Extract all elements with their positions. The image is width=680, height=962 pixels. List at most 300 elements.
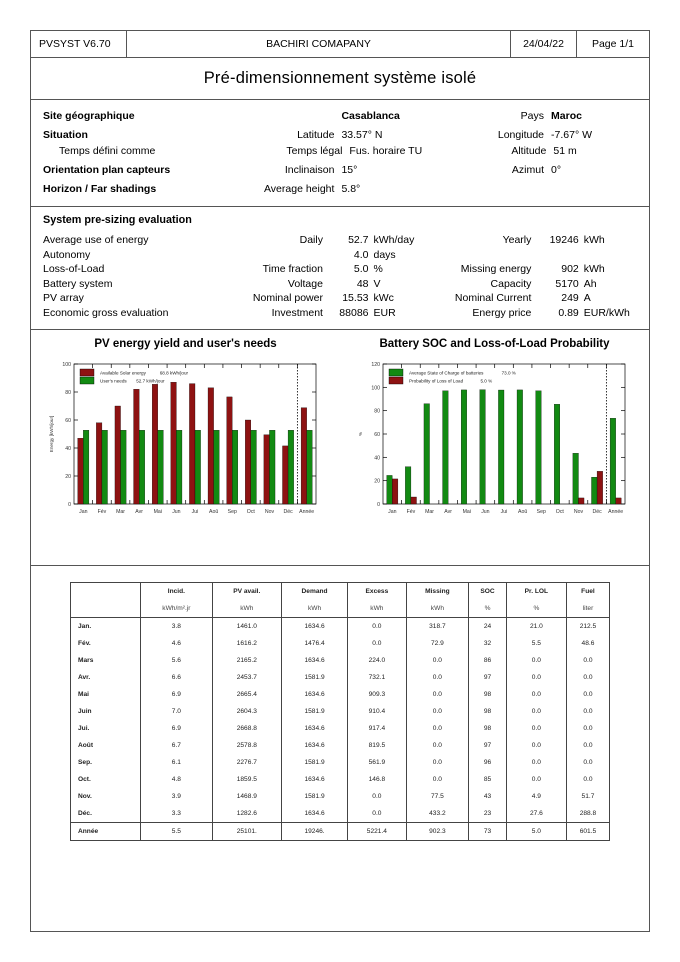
table-cell: 0.0: [348, 805, 406, 823]
table-cell: 0.0: [506, 652, 566, 669]
x-tick-label: Sep: [536, 509, 546, 515]
table-header-cell: Pr. LOL: [506, 583, 566, 601]
bar-user's-needs: [213, 430, 219, 504]
presizing-key-2: Missing energy: [460, 263, 532, 275]
x-tick-label: Jun: [480, 509, 490, 515]
table-cell: 0.0: [406, 652, 469, 669]
x-tick-label: Mar: [424, 509, 434, 515]
table-cell: 24: [469, 618, 507, 636]
table-unit-cell: [71, 600, 141, 618]
bar-available-solar-energy: [263, 435, 269, 504]
presizing-row: [43, 262, 637, 277]
table-cell: 1634.6: [281, 686, 347, 703]
table-row-label: Sep.: [71, 754, 141, 771]
x-tick-label: Nov: [264, 509, 274, 515]
table-cell: 27.6: [506, 805, 566, 823]
table-cell: 6.7: [141, 737, 213, 754]
x-tick-label: Jun: [171, 509, 181, 515]
presizing-label: Battery system: [43, 277, 113, 290]
table-unit-row: [71, 600, 610, 618]
table-header-cell: SOC: [469, 583, 507, 601]
presizing-label: Average use of energy: [43, 234, 149, 246]
x-tick-label: Oct: [555, 509, 564, 515]
table-cell: 48.6: [566, 635, 609, 652]
x-tick-label: Jan: [387, 509, 396, 515]
bar-user's-needs: [195, 430, 201, 504]
table-cell: 561.9: [348, 754, 406, 771]
pvsyst-version: PVSYST V6.70: [31, 31, 127, 57]
table-unit-cell: kWh: [348, 600, 406, 618]
table-cell: 1634.6: [281, 771, 347, 788]
bar-user's-needs: [250, 430, 256, 504]
bar-available-solar-energy: [245, 420, 251, 504]
table-cell: 98: [469, 703, 507, 720]
y-tick-label: 80: [64, 390, 71, 396]
presizing-key-1: Nominal power: [252, 292, 323, 304]
legaltime-key: Temps légal: [286, 145, 343, 157]
table-total-cell: 5.5: [141, 823, 213, 841]
presizing-value-1: 88086: [339, 306, 369, 319]
presizing-key-1: Investment: [271, 306, 323, 319]
y-tick-label: 20: [373, 478, 380, 485]
y-axis-title: %: [357, 431, 363, 437]
table-cell: 0.0: [348, 618, 406, 636]
table-cell: 0.0: [506, 771, 566, 788]
bar-average-state-of-charge-of-batteries: [405, 467, 411, 504]
presizing-unit-2: kWh: [583, 234, 605, 246]
legend-swatch: [389, 377, 403, 384]
y-tick-label: 40: [373, 455, 380, 462]
table-cell: 0.0: [348, 788, 406, 805]
bar-user's-needs: [101, 430, 107, 504]
table-cell: 0.0: [566, 737, 609, 754]
table-cell: 2604.3: [212, 703, 281, 720]
x-tick-label: Jui: [191, 509, 198, 515]
orientation-label: Orientation plan capteurs: [43, 164, 171, 176]
table-cell: 212.5: [566, 618, 609, 636]
legend-swatch: [80, 369, 94, 376]
page-title: Pré-dimensionnement système isolé: [203, 69, 477, 87]
table-cell: 0.0: [506, 720, 566, 737]
table-cell: 4.8: [141, 771, 213, 788]
avgheight-key: Average height: [263, 183, 335, 195]
presizing-label: Loss-of-Load: [43, 263, 105, 275]
table-row: [71, 805, 610, 823]
legend-swatch: [80, 377, 94, 384]
bar-probability-of-loss-of-load: [578, 498, 584, 504]
table-cell: 0.0: [506, 686, 566, 703]
table-cell: 0.0: [506, 754, 566, 771]
table-cell: 0.0: [406, 703, 469, 720]
table-cell: 0.0: [348, 635, 406, 652]
table-header-cell: Missing: [406, 583, 469, 601]
table-row-label: Jui.: [71, 720, 141, 737]
table-cell: 224.0: [348, 652, 406, 669]
bar-average-state-of-charge-of-batteries: [610, 418, 616, 504]
table-cell: 4.6: [141, 635, 213, 652]
table-row-label: Août: [71, 737, 141, 754]
table-cell: 77.5: [406, 788, 469, 805]
table-cell: 0.0: [566, 652, 609, 669]
tilt-value: 15°: [341, 164, 358, 176]
table-cell: 0.0: [406, 669, 469, 686]
x-tick-label: Oct: [246, 509, 255, 515]
table-cell: 2165.2: [212, 652, 281, 669]
report-header: [31, 31, 649, 58]
legend-swatch: [389, 369, 403, 376]
table-cell: 51.7: [566, 788, 609, 805]
table-cell: 43: [469, 788, 507, 805]
legend-value: 68.8 kWh/jour: [159, 370, 188, 376]
table-cell: 0.0: [406, 771, 469, 788]
presizing-unit-1: days: [373, 248, 396, 261]
presizing-row: [43, 248, 637, 263]
presizing-key-2: Nominal Current: [454, 292, 532, 304]
table-row: [71, 703, 610, 720]
table-cell: 1616.2: [212, 635, 281, 652]
x-tick-label: Année: [298, 509, 314, 515]
y-tick-label: 80: [373, 408, 380, 415]
presizing-value-2: 249: [561, 292, 579, 304]
presizing-value-1: 4.0: [353, 248, 369, 261]
table-cell: 97: [469, 737, 507, 754]
y-tick-label: 0: [67, 502, 71, 508]
table-unit-cell: %: [469, 600, 507, 618]
bar-average-state-of-charge-of-batteries: [461, 390, 467, 504]
presizing-value-2: 0.89: [558, 306, 579, 319]
bar-available-solar-energy: [152, 384, 158, 504]
longitude-value: -7.67° W: [551, 129, 592, 141]
table-cell: 6.9: [141, 720, 213, 737]
table-cell: 917.4: [348, 720, 406, 737]
presizing-unit-2: EUR/kWh: [583, 306, 630, 319]
bar-available-solar-energy: [208, 388, 214, 504]
bar-user's-needs: [120, 430, 126, 504]
table-cell: 98: [469, 686, 507, 703]
legend-label: Probability of Loss of Load: [408, 378, 463, 384]
bar-user's-needs: [157, 430, 163, 504]
chart-svg-1: [355, 358, 635, 526]
chart-pv-energy: [31, 338, 340, 565]
azimuth-value: 0°: [551, 164, 562, 176]
company-name: BACHIRI COMAPANY: [127, 31, 511, 57]
table-cell: 819.5: [348, 737, 406, 754]
x-tick-label: Nov: [573, 509, 583, 515]
bar-available-solar-energy: [189, 384, 195, 504]
table-cell: 0.0: [406, 754, 469, 771]
presizing-key-2: Energy price: [472, 306, 532, 319]
table-cell: 2578.8: [212, 737, 281, 754]
table-cell: 0.0: [566, 771, 609, 788]
y-tick-label: 60: [64, 418, 71, 424]
bar-probability-of-loss-of-load: [392, 479, 398, 504]
table-cell: 85: [469, 771, 507, 788]
table-row: [71, 669, 610, 686]
orientation-row: [43, 162, 637, 178]
x-tick-label: Déc: [282, 509, 293, 515]
table-cell: 1634.6: [281, 720, 347, 737]
presizing-key-2: Yearly: [502, 234, 532, 246]
x-tick-label: Jui: [500, 509, 507, 515]
table-header-cell: Demand: [281, 583, 347, 601]
bar-user's-needs: [83, 430, 89, 504]
table-total-cell: 19246.: [281, 823, 347, 841]
x-tick-label: Aoû: [208, 509, 218, 515]
presizing-title: System pre-sizing evaluation: [43, 214, 192, 226]
table-row-label: Fév.: [71, 635, 141, 652]
presizing-unit-2: Ah: [583, 277, 597, 290]
presizing-key-1: Daily: [299, 234, 323, 246]
table-cell: 3.9: [141, 788, 213, 805]
bar-average-state-of-charge-of-batteries: [535, 391, 541, 504]
table-cell: 6.6: [141, 669, 213, 686]
bar-probability-of-loss-of-load: [597, 471, 603, 504]
table-cell: 32: [469, 635, 507, 652]
azimuth-key: Azimut: [511, 164, 545, 176]
table-cell: 5.5: [506, 635, 566, 652]
table-cell: 0.0: [406, 720, 469, 737]
presizing-unit-2: kWh: [583, 263, 605, 275]
table-total-cell: 73: [469, 823, 507, 841]
chart-soc-canvas: [340, 358, 649, 526]
table-cell: 7.0: [141, 703, 213, 720]
table-cell: 0.0: [506, 737, 566, 754]
presizing-row: [43, 291, 637, 306]
avgheight-value: 5.8°: [341, 183, 361, 195]
table-row: [71, 720, 610, 737]
bar-probability-of-loss-of-load: [410, 497, 416, 504]
table-cell: 1282.6: [212, 805, 281, 823]
table-row: [71, 686, 610, 703]
x-tick-label: Année: [607, 509, 623, 515]
country-key: Pays: [520, 110, 545, 122]
table-cell: 1581.9: [281, 788, 347, 805]
table-header-cell: Excess: [348, 583, 406, 601]
table-row-label: Jan.: [71, 618, 141, 636]
bar-average-state-of-charge-of-batteries: [386, 475, 392, 504]
table-cell: 2276.7: [212, 754, 281, 771]
table-row: [71, 788, 610, 805]
legend-label: Average State of Charge of batteries: [408, 370, 483, 376]
table-row: [71, 652, 610, 669]
table-header-cell: PV avail.: [212, 583, 281, 601]
table-cell: 23: [469, 805, 507, 823]
site-name-value: Casablanca: [341, 110, 400, 122]
table-row-label: Mai: [71, 686, 141, 703]
presizing-value-2: 5170: [555, 277, 579, 290]
table-cell: 910.4: [348, 703, 406, 720]
table-cell: 433.2: [406, 805, 469, 823]
legend-label: User's needs: [99, 378, 127, 384]
x-tick-label: Mai: [462, 509, 471, 515]
timedef-label: Temps défini comme: [59, 145, 156, 157]
presizing-value-2: 19246: [549, 234, 579, 246]
table-cell: 318.7: [406, 618, 469, 636]
bar-user's-needs: [139, 430, 145, 504]
legend-value: 73.0 %: [501, 370, 516, 376]
country-text: Maroc: [551, 110, 582, 122]
table-unit-cell: kWh: [212, 600, 281, 618]
bar-available-solar-energy: [77, 438, 83, 504]
presizing-unit-1: V: [373, 277, 381, 290]
presizing-key-1: Voltage: [287, 277, 323, 290]
presizing-label: PV array: [43, 292, 84, 304]
table-header-cell: [71, 583, 141, 601]
table-cell: 96: [469, 754, 507, 771]
presizing-label: Economic gross evaluation: [43, 306, 169, 319]
bar-user's-needs: [232, 430, 238, 504]
table-cell: 98: [469, 720, 507, 737]
bar-average-state-of-charge-of-batteries: [479, 390, 485, 504]
table-cell: 146.8: [348, 771, 406, 788]
bar-user's-needs: [288, 430, 294, 504]
x-tick-label: Mai: [153, 509, 162, 515]
y-tick-label: 40: [64, 446, 71, 452]
presizing-value-2: 902: [561, 263, 579, 275]
y-tick-label: 0: [376, 502, 380, 508]
latitude-key: Latitude: [297, 129, 335, 141]
chart-pv-canvas: [31, 358, 340, 526]
table-unit-cell: kWh: [406, 600, 469, 618]
site-info-block: [31, 100, 649, 207]
x-tick-label: Avr: [443, 509, 452, 515]
table-row-label: Avr.: [71, 669, 141, 686]
x-tick-label: Fév: [97, 509, 106, 515]
presizing-row: [43, 277, 637, 292]
table-cell: 86: [469, 652, 507, 669]
report-page: [30, 30, 650, 932]
chart-title-pv: PV energy yield and user's needs: [94, 338, 277, 350]
table-row-label: Juin: [71, 703, 141, 720]
altitude-value: 51 m: [553, 145, 577, 157]
table-total-row: [71, 823, 610, 841]
table-cell: 0.0: [566, 686, 609, 703]
bar-available-solar-energy: [301, 408, 307, 504]
x-tick-label: Sep: [227, 509, 237, 515]
chart-title-soc: Battery SOC and Loss-of-Load Probability: [379, 338, 610, 350]
table-cell: 2665.4: [212, 686, 281, 703]
presizing-rows: [43, 233, 637, 320]
table-cell: 0.0: [506, 669, 566, 686]
table-row-label: Oct.: [71, 771, 141, 788]
table-cell: 1461.0: [212, 618, 281, 636]
bar-average-state-of-charge-of-batteries: [517, 390, 523, 504]
table-unit-cell: kWh/m².jr: [141, 600, 213, 618]
y-tick-label: 60: [373, 432, 380, 438]
chart-svg-0: [46, 358, 326, 526]
table-cell: 72.9: [406, 635, 469, 652]
horizon-label: Horizon / Far shadings: [43, 183, 157, 195]
table-cell: 1581.9: [281, 669, 347, 686]
table-row: [71, 737, 610, 754]
presizing-unit-2: A: [583, 292, 591, 304]
table-cell: 1634.6: [281, 618, 347, 636]
table-cell: 909.3: [348, 686, 406, 703]
bar-average-state-of-charge-of-batteries: [591, 477, 597, 504]
table-row: [71, 635, 610, 652]
table-total-label: Année: [71, 823, 141, 841]
bar-average-state-of-charge-of-batteries: [423, 404, 429, 504]
table-cell: 1581.9: [281, 754, 347, 771]
presizing-key-1: Time fraction: [262, 263, 323, 275]
x-tick-label: Déc: [591, 509, 602, 515]
legaltime-value: Fus. horaire TU: [349, 145, 423, 157]
table-cell: 0.0: [506, 703, 566, 720]
horizon-row: [43, 181, 637, 197]
table-total-cell: 601.5: [566, 823, 609, 841]
table-header-cell: Incid.: [141, 583, 213, 601]
chart-battery-soc: [340, 338, 649, 565]
table-row-label: Mars: [71, 652, 141, 669]
table-cell: 3.8: [141, 618, 213, 636]
table-cell: 5.6: [141, 652, 213, 669]
presizing-unit-1: kWh/day: [373, 234, 415, 246]
table-cell: 0.0: [406, 737, 469, 754]
table-row: [71, 771, 610, 788]
timedef-row: [43, 143, 637, 159]
presizing-key-2: Capacity: [490, 277, 532, 290]
situation-row: [43, 127, 637, 143]
y-axis-title: Energy [kWh/jour]: [48, 415, 54, 453]
bar-user's-needs: [176, 430, 182, 504]
x-tick-label: Avr: [134, 509, 143, 515]
table-total-cell: 25101.: [212, 823, 281, 841]
presizing-label: Autonomy: [43, 248, 91, 261]
charts-area: [31, 330, 649, 566]
country-value: [551, 108, 637, 124]
presizing-unit-1: kWc: [373, 292, 394, 304]
x-tick-label: Fév: [406, 509, 415, 515]
table-cell: 1634.6: [281, 652, 347, 669]
table-cell: 0.0: [566, 669, 609, 686]
bar-user's-needs: [269, 430, 275, 504]
presizing-row: [43, 306, 637, 321]
x-tick-label: Mar: [115, 509, 125, 515]
legend-value: 52.7 kWh/jour: [135, 378, 165, 384]
presizing-value-1: 52.7: [348, 234, 369, 246]
table-total-cell: 5221.4: [348, 823, 406, 841]
report-date: 24/04/22: [511, 31, 577, 57]
y-tick-label: 100: [61, 362, 71, 368]
table-cell: 1859.5: [212, 771, 281, 788]
table-cell: 3.3: [141, 805, 213, 823]
bar-available-solar-energy: [133, 389, 139, 504]
presizing-row: [43, 233, 637, 248]
tilt-key: Inclinaison: [284, 164, 335, 176]
table-total-cell: 902.3: [406, 823, 469, 841]
bar-available-solar-energy: [114, 406, 120, 504]
table-unit-cell: %: [506, 600, 566, 618]
presizing-block: [31, 207, 649, 330]
table-cell: 97: [469, 669, 507, 686]
bar-probability-of-loss-of-load: [615, 498, 621, 504]
altitude-key: Altitude: [511, 145, 547, 157]
table-cell: 4.9: [506, 788, 566, 805]
y-tick-label: 120: [370, 362, 380, 368]
legend-label: Available Solar energy: [99, 370, 146, 376]
bar-average-state-of-charge-of-batteries: [554, 404, 560, 504]
presizing-unit-1: %: [373, 263, 383, 275]
presizing-value-1: 15.53: [342, 292, 369, 304]
x-tick-label: Aoû: [517, 509, 527, 515]
table-row-label: Déc.: [71, 805, 141, 823]
table-cell: 1476.4: [281, 635, 347, 652]
page-number: Page 1/1: [591, 38, 635, 50]
site-label: Site géographique: [43, 110, 135, 122]
table-cell: 1581.9: [281, 703, 347, 720]
bar-available-solar-energy: [96, 423, 102, 504]
table-row-label: Nov.: [71, 788, 141, 805]
